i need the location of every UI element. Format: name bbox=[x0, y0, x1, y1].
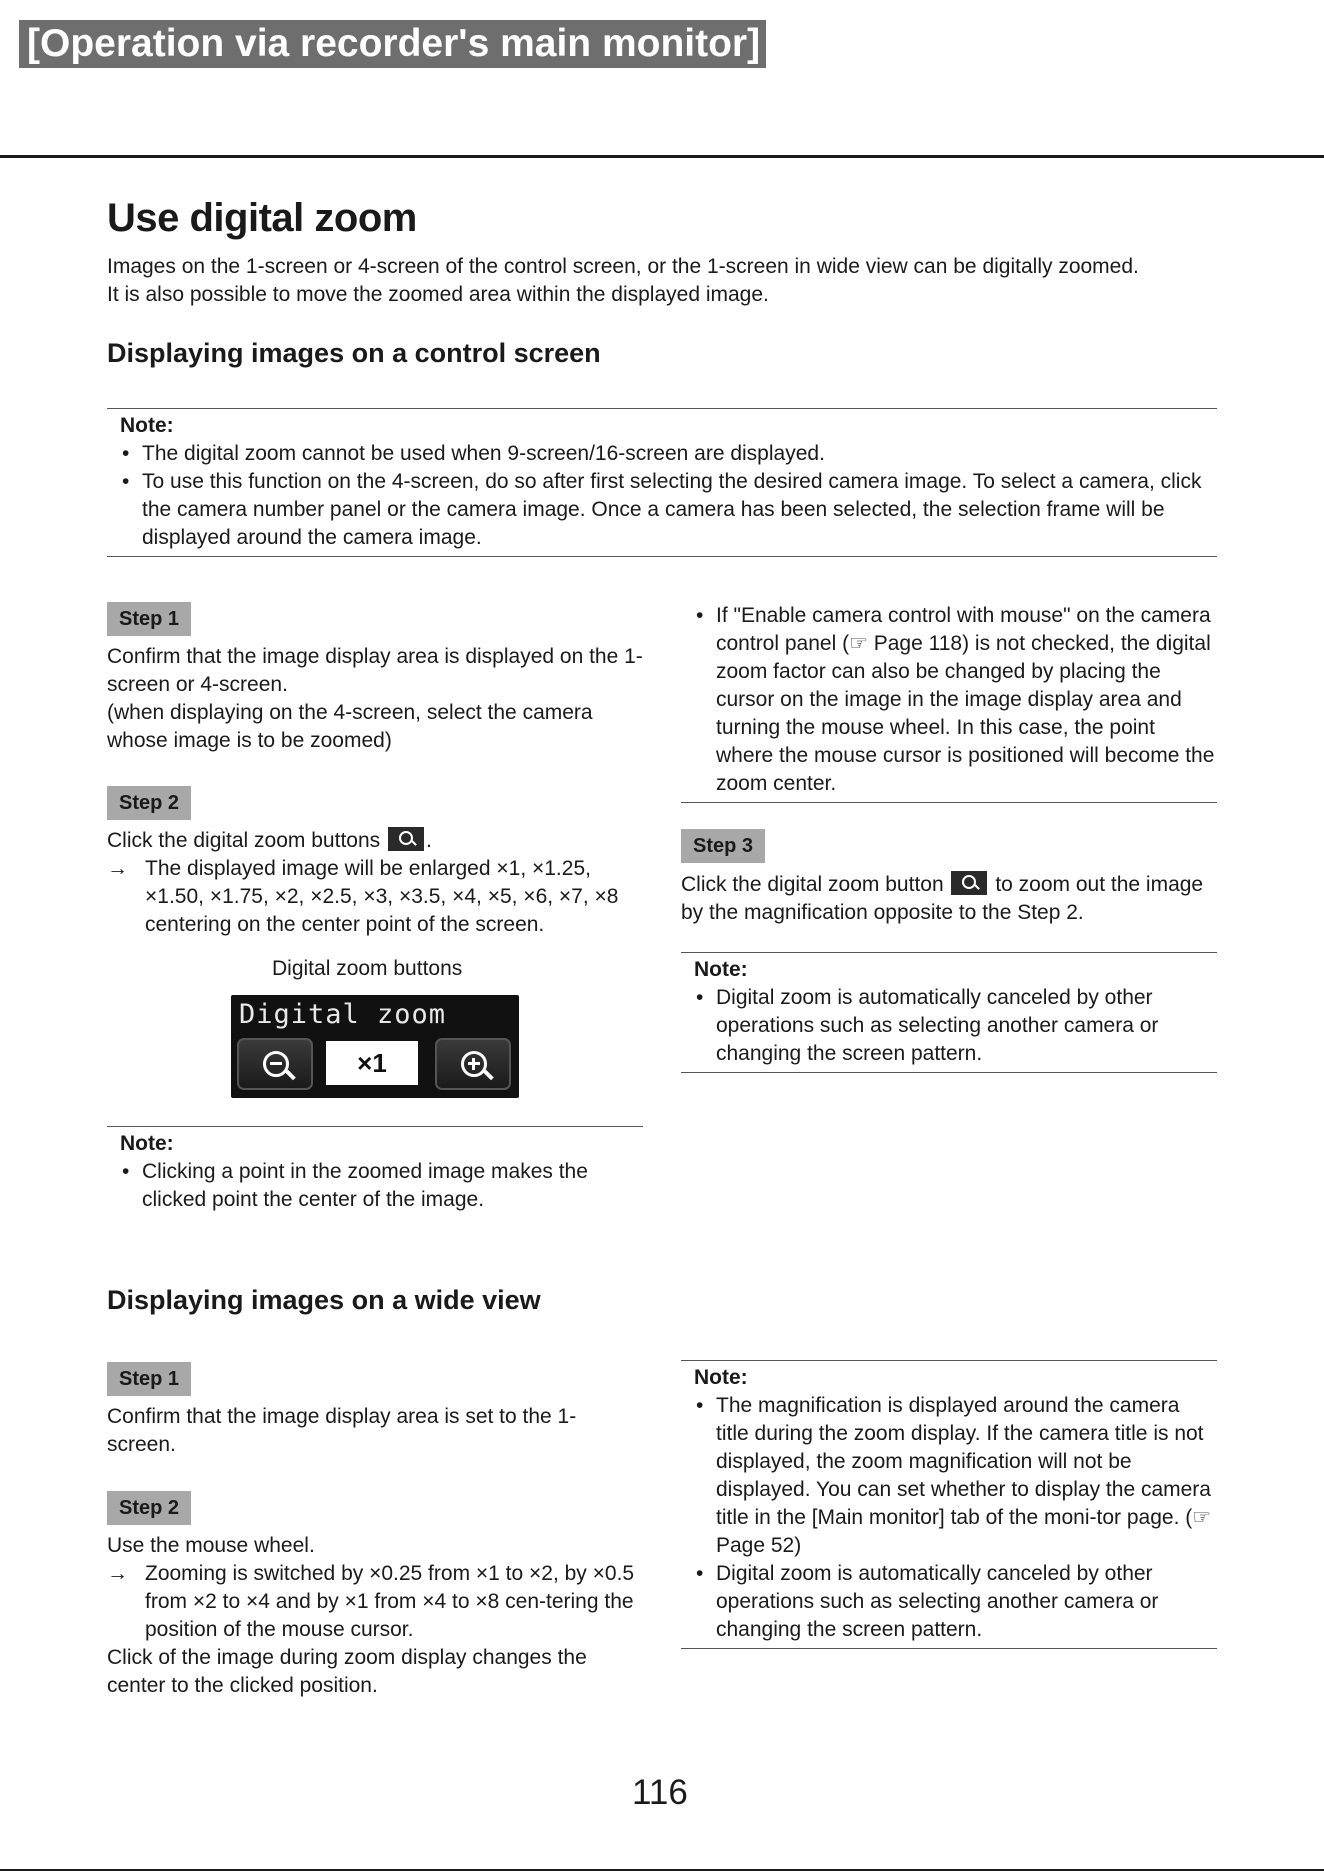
page-header-title: [Operation via recorder's main monitor] bbox=[19, 20, 766, 68]
wide-step-1-text bbox=[107, 1403, 627, 1459]
step-3-badge: Step 3 bbox=[681, 829, 765, 863]
note-item: • Digital zoom is automatically canceled by other operations such as selecting another camera or changing the screen pattern. bbox=[694, 984, 1217, 1068]
step-2-instruction: Click the digital zoom buttons bbox=[107, 829, 381, 852]
note-title: Note: bbox=[694, 1366, 748, 1389]
wide-step-2-line: Use the mouse wheel. bbox=[107, 1534, 315, 1557]
note-title: Note: bbox=[694, 958, 748, 981]
note-item: • If "Enable camera control with mouse" on the camera control panel (☞ Page 118) is not checked, the digital zoom factor can also be changed by placing the cursor on the image in the image display area and turning the mouse wheel. In this case, the point where the mouse cursor is positioned will become the zoom center. bbox=[694, 602, 1217, 798]
note-item: • Clicking a point in the zoomed image makes the clicked point the center of the image. bbox=[120, 1158, 643, 1214]
note-item: • The magnification is displayed around the camera title during the zoom display. If the camera title is not displayed, the zoom magnification will not be displayed. You can set whether to display the camera title in the [Main monitor] tab of the moni-tor page. (☞ Page 52) bbox=[694, 1392, 1217, 1560]
footer-divider bbox=[0, 1869, 1324, 1871]
wide-step-2-after: Click of the image during zoom display changes the center to the clicked position. bbox=[107, 1646, 587, 1697]
step-1-text bbox=[107, 643, 647, 755]
arrow-icon: → bbox=[107, 857, 128, 880]
intro-text bbox=[107, 253, 1227, 309]
note-item: • To use this function on the 4-screen, do so after first selecting the desired camera image. To select a camera, click the camera number panel or the camera image. Once a camera has been selected, the selection frame will be displayed around the camera image. bbox=[120, 468, 1217, 552]
note-list bbox=[120, 440, 1217, 552]
step-2-instruction-end: . bbox=[425, 829, 432, 852]
note-box-auto-cancel bbox=[681, 952, 1217, 1073]
note-box-control bbox=[107, 408, 1217, 557]
note-box-zoomed-point bbox=[107, 1126, 643, 1218]
page-title: Use digital zoom bbox=[107, 196, 417, 240]
page-number: 116 bbox=[632, 1773, 688, 1812]
header-divider bbox=[0, 155, 1324, 158]
zoom-buttons-caption: Digital zoom buttons bbox=[272, 957, 463, 980]
step-3-instruction: Click the digital zoom button bbox=[681, 873, 944, 896]
step-3-text bbox=[681, 871, 1221, 927]
section-heading-control-screen: Displaying images on a control screen bbox=[107, 338, 601, 368]
note-title: Note: bbox=[120, 1132, 174, 1155]
note-list bbox=[694, 984, 1217, 1068]
note-list bbox=[694, 1392, 1217, 1644]
wide-step-2-badge: Step 2 bbox=[107, 1491, 191, 1525]
wide-step-1-badge: Step 1 bbox=[107, 1362, 191, 1396]
wide-step-2-result-text: Zooming is switched by ×0.25 from ×1 to ×2, by ×0.5 from ×2 to ×4 and by ×1 from ×4 to ×8 cen-tering the position of the mouse cursor. bbox=[145, 1562, 635, 1641]
wide-step-2-text bbox=[107, 1532, 647, 1700]
step-2-text bbox=[107, 827, 647, 939]
step-2-result-text: The displayed image will be enlarged ×1, ×1.25, ×1.50, ×1.75, ×2, ×2.5, ×3, ×3.5, ×4, ×5, ×6, ×7, ×8 centering on the center point of the screen. bbox=[145, 857, 619, 936]
step-2-badge: Step 2 bbox=[107, 786, 191, 820]
arrow-icon: → bbox=[107, 1562, 128, 1585]
wide-step-2-result bbox=[107, 1560, 647, 1644]
note-title: Note: bbox=[120, 414, 174, 437]
digital-zoom-panel-title: Digital zoom bbox=[239, 999, 447, 1030]
note-box-mouse-control bbox=[681, 602, 1217, 803]
note-item: • Digital zoom is automatically canceled by other operations such as selecting another camera or changing the screen pattern. bbox=[694, 1560, 1217, 1644]
step-1-line: Confirm that the image display area is displayed on the 1-screen or 4-screen. bbox=[107, 645, 643, 696]
step-2-result bbox=[107, 855, 647, 939]
intro-line-1: Images on the 1-screen or 4-screen of the control screen, or the 1-screen in wide view can be digitally zoomed. bbox=[107, 255, 1139, 278]
zoom-in-icon bbox=[388, 827, 424, 851]
digital-zoom-panel bbox=[231, 995, 519, 1098]
zoom-out-button[interactable] bbox=[237, 1038, 313, 1090]
note-item: • The digital zoom cannot be used when 9-screen/16-screen are displayed. bbox=[120, 440, 1217, 468]
step-3-instruction-end: to zoom out the image by the magnification opposite to the Step 2. bbox=[681, 873, 1204, 924]
section-heading-wide-view: Displaying images on a wide view bbox=[107, 1285, 541, 1315]
zoom-in-button[interactable] bbox=[435, 1038, 511, 1090]
wide-step-1-line: Confirm that the image display area is set to the 1-screen. bbox=[107, 1405, 577, 1456]
step-1-line: (when displaying on the 4-screen, select the camera whose image is to be zoomed) bbox=[107, 701, 593, 752]
zoom-out-icon bbox=[951, 871, 987, 895]
note-list bbox=[694, 602, 1217, 798]
step-1-badge: Step 1 bbox=[107, 602, 191, 636]
note-list bbox=[120, 1158, 643, 1214]
intro-line-2: It is also possible to move the zoomed area within the displayed image. bbox=[107, 283, 769, 306]
zoom-level-display: ×1 bbox=[326, 1041, 418, 1085]
note-box-wide-view bbox=[681, 1360, 1217, 1649]
